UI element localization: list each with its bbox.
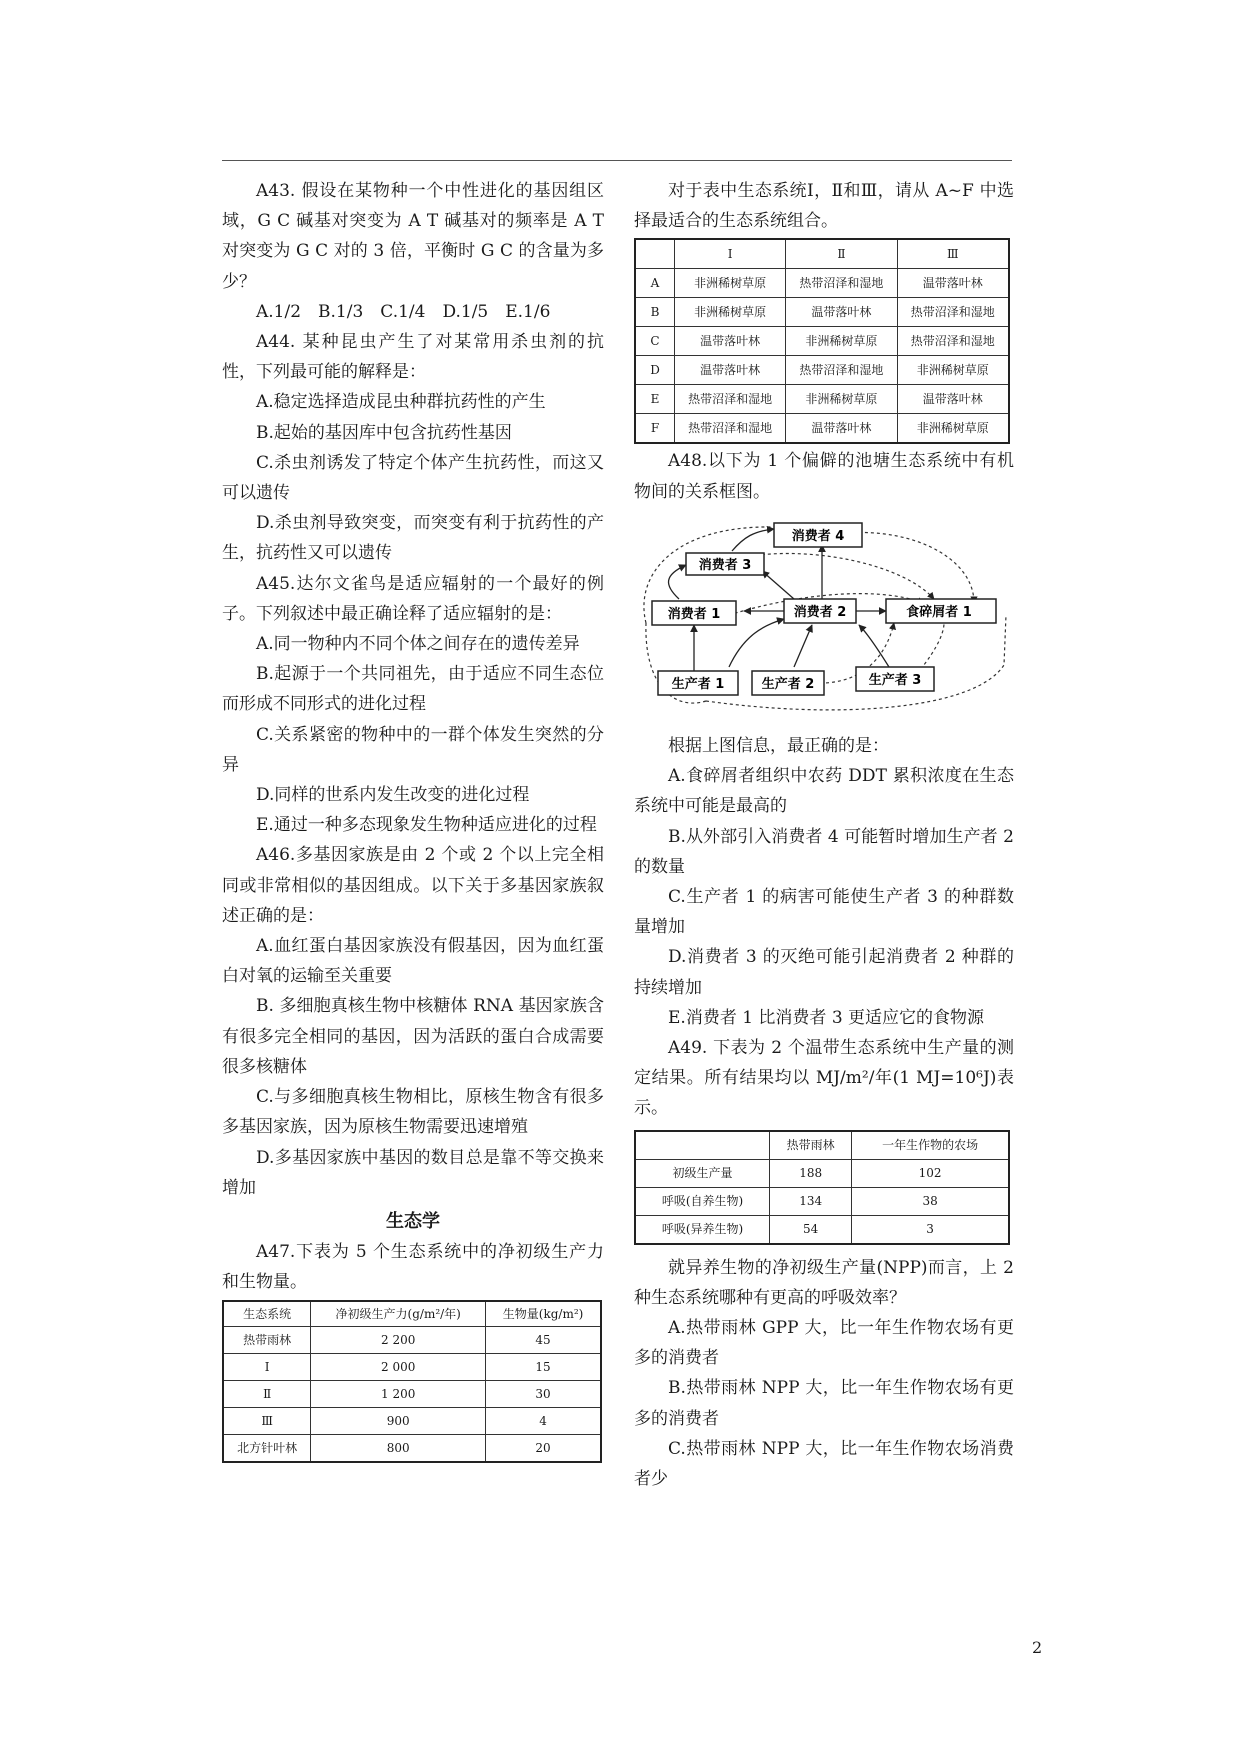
header-rule — [222, 160, 1012, 161]
table-row — [223, 1353, 601, 1380]
table-cell: 3 — [852, 1215, 1009, 1244]
q49-table — [634, 1130, 1010, 1245]
table-row — [223, 1434, 601, 1462]
node-consumer-3 — [686, 553, 764, 575]
q44-text: A44. 某种昆虫产生了对某常用杀虫剂的抗性，下列最可能的解释是： — [222, 332, 604, 383]
q46-option-d: D.多基因家族中基因的数目总是靠不等交换来增加 — [222, 1147, 604, 1198]
table-cell: 非洲稀树草原 — [786, 385, 897, 414]
q47-choice-table — [634, 238, 1010, 444]
table-cell: 54 — [770, 1215, 852, 1244]
table-cell: 呼吸(异养生物) — [635, 1215, 770, 1244]
node-consumer-1 — [652, 601, 736, 625]
svg-text:消费者 3: 消费者 3 — [698, 557, 752, 573]
table-cell: 热带沼泽和湿地 — [786, 356, 897, 385]
table-row — [635, 356, 1009, 385]
arrow-link — [732, 529, 774, 551]
svg-text:生产者 2: 生产者 2 — [761, 676, 815, 692]
table-cell: 非洲稀树草原 — [897, 414, 1009, 444]
q45-text: A45.达尔文雀鸟是适应辐射的一个最好的例子。下列叙述中最正确诠释了适应辐射的是： — [222, 573, 604, 624]
table-cell: 102 — [852, 1159, 1009, 1187]
food-web-diagram — [634, 515, 1014, 715]
table-cell: 2 000 — [311, 1353, 486, 1380]
q45-option-c: C.关系紧密的物种中的一群个体发生突然的分异 — [222, 724, 604, 775]
q43-text: A43. 假设在某物种一个中性进化的基因组区域，G C 碱基对突变为 A T 碱基对的频率是 A T 对突变为 G C 对的 3 倍，平衡时 G C 的含量为多少？ — [222, 181, 604, 292]
q48-option-b: B.从外部引入消费者 4 可能暂时增加生产者 2 的数量 — [634, 826, 1014, 877]
table-cell: 非洲稀树草原 — [675, 298, 786, 327]
q44-option-a: A.稳定选择造成昆虫种群抗药性的产生 — [256, 392, 546, 413]
svg-text:消费者 4: 消费者 4 — [791, 528, 845, 544]
table-cell: 温带落叶林 — [786, 414, 897, 444]
node-producer-2 — [752, 671, 824, 695]
dashed-link — [744, 553, 934, 599]
table-row — [635, 414, 1009, 444]
arrow-link — [729, 619, 784, 667]
table-row — [223, 1407, 601, 1434]
table-row — [635, 1159, 1009, 1187]
table-cell: 134 — [770, 1187, 852, 1215]
table-cell: E — [635, 385, 675, 414]
q47-continue: 对于表中生态系统Ⅰ，Ⅱ和Ⅲ，请从 A~F 中选择最适合的生态系统组合。 — [634, 181, 1014, 232]
q46-text: A46.多基因家族是由 2 个或 2 个以上完全相同或非常相似的基因组成。以下关于多基因家族叙述正确的是： — [222, 845, 604, 926]
table-row — [223, 1326, 601, 1353]
table-cell: 188 — [770, 1159, 852, 1187]
q44-option-d: D.杀虫剂导致突变，而突变有利于抗药性的产生，抗药性又可以遗传 — [222, 513, 604, 564]
table-cell: 初级生产量 — [635, 1159, 770, 1187]
table-row — [635, 385, 1009, 414]
table-cell: 热带沼泽和湿地 — [675, 414, 786, 444]
q45-option-a: A.同一物种内不同个体之间存在的遗传差异 — [256, 634, 580, 655]
table-header-row — [635, 239, 1009, 269]
q44-option-c: C.杀虫剂诱发了特定个体产生抗药性，而这又可以遗传 — [222, 452, 604, 504]
table-cell: A — [635, 269, 675, 298]
table-cell: 30 — [486, 1380, 601, 1407]
table-header: Ⅱ — [786, 239, 897, 269]
q48-option-a: A.食碎屑者组织中农药 DDT 累积浓度在生态系统中可能是最高的 — [634, 766, 1014, 817]
table-cell: Ⅰ — [223, 1353, 311, 1380]
arrow-link — [859, 625, 889, 667]
table-cell: 1 200 — [311, 1380, 486, 1407]
table-header: 净初级生产力(g/m²/年) — [311, 1301, 486, 1327]
table-cell: 温带落叶林 — [897, 385, 1009, 414]
table-header: 生态系统 — [223, 1301, 311, 1327]
q48-option-d: D.消费者 3 的灭绝可能引起消费者 2 种群的持续增加 — [634, 947, 1014, 998]
arrow-link — [794, 625, 812, 667]
table-header — [635, 1131, 770, 1160]
table-cell: 900 — [311, 1407, 486, 1434]
table-header: 热带雨林 — [770, 1131, 852, 1160]
table-cell: D — [635, 356, 675, 385]
svg-text:生产者 1: 生产者 1 — [671, 676, 725, 692]
q49-option-a: A.热带雨林 GPP 大，比一年生作物农场有更多的消费者 — [634, 1318, 1014, 1369]
table-cell: 非洲稀树草原 — [897, 356, 1009, 385]
node-detritivore-1 — [886, 599, 996, 623]
table-cell: 温带落叶林 — [675, 327, 786, 356]
table-header-row — [223, 1301, 601, 1327]
table-header: 一年生作物的农场 — [852, 1131, 1009, 1160]
table-cell: C — [635, 327, 675, 356]
table-cell: 非洲稀树草原 — [786, 327, 897, 356]
table-cell: 15 — [486, 1353, 601, 1380]
table-cell: 800 — [311, 1434, 486, 1462]
table-cell: B — [635, 298, 675, 327]
section-title: 生态学 — [386, 1210, 440, 1232]
left-column — [222, 176, 604, 1463]
table-cell: 4 — [486, 1407, 601, 1434]
q48-option-c: C.生产者 1 的病害可能使生产者 3 的种群数量增加 — [634, 887, 1014, 938]
table-cell: 热带沼泽和湿地 — [897, 298, 1009, 327]
q49-question: 就异养生物的净初级生产量(NPP)而言，上 2 种生态系统哪种有更高的呼吸效率？ — [634, 1257, 1014, 1308]
table-cell: 45 — [486, 1326, 601, 1353]
svg-text:消费者 1: 消费者 1 — [667, 606, 721, 622]
arrow-link — [669, 565, 686, 599]
node-producer-3 — [856, 667, 934, 691]
table-row — [635, 1187, 1009, 1215]
q48-text: A48.以下为 1 个偏僻的池塘生态系统中有机物间的关系框图。 — [634, 451, 1014, 502]
q43-options: A.1/2 B.1/3 C.1/4 D.1/5 E.1/6 — [256, 301, 551, 322]
table-cell: 热带沼泽和湿地 — [675, 385, 786, 414]
q49-option-b: B.热带雨林 NPP 大，比一年生作物农场有更多的消费者 — [634, 1378, 1014, 1429]
q48-option-e: E.消费者 1 比消费者 3 更适应它的食物源 — [668, 1007, 985, 1028]
table-header — [635, 239, 675, 269]
table-header: Ⅲ — [897, 239, 1009, 269]
q45-option-d: D.同样的世系内发生改变的进化过程 — [256, 785, 530, 806]
table-cell: 2 200 — [311, 1326, 486, 1353]
table-row — [635, 327, 1009, 356]
table-cell: 38 — [852, 1187, 1009, 1215]
table-cell: 温带落叶林 — [675, 356, 786, 385]
table-row — [635, 269, 1009, 298]
table-row — [223, 1380, 601, 1407]
q46-option-c: C.与多细胞真核生物相比，原核生物含有很多多基因家族，因为原核生物需要迅速增殖 — [222, 1087, 604, 1138]
table-cell: 非洲稀树草原 — [675, 269, 786, 298]
q45-option-e: E.通过一种多态现象发生物种适应进化的过程 — [256, 815, 597, 836]
q49-text: A49. 下表为 2 个温带生态系统中生产量的测定结果。所有结果均以 MJ/m²/年(1 MJ=10⁶J)表示。 — [634, 1038, 1014, 1119]
q45-option-b: B.起源于一个共同祖先，由于适应不同生态位而形成不同形式的进化过程 — [222, 664, 604, 715]
table-cell: 20 — [486, 1434, 601, 1462]
svg-text:食碎屑者 1: 食碎屑者 1 — [906, 604, 972, 620]
page-number: 2 — [1032, 1638, 1043, 1657]
table-cell: 温带落叶林 — [897, 269, 1009, 298]
table-row — [635, 1215, 1009, 1244]
node-producer-1 — [658, 671, 738, 695]
right-column — [634, 176, 1014, 1494]
table-cell: 呼吸(自养生物) — [635, 1187, 770, 1215]
table-cell: 热带沼泽和湿地 — [786, 269, 897, 298]
arrow-link — [762, 571, 794, 599]
q47-table — [222, 1300, 602, 1463]
q47-text: A47.下表为 5 个生态系统中的净初级生产力和生物量。 — [222, 1242, 604, 1293]
table-row — [635, 298, 1009, 327]
q46-option-a: A.血红蛋白基因家族没有假基因，因为血红蛋白对氧的运输至关重要 — [222, 936, 604, 987]
table-cell: 温带落叶林 — [786, 298, 897, 327]
node-consumer-4 — [774, 523, 862, 547]
q49-option-c: C.热带雨林 NPP 大，比一年生作物农场消费者少 — [634, 1438, 1014, 1490]
table-header: Ⅰ — [675, 239, 786, 269]
q48-question: 根据上图信息，最正确的是： — [668, 736, 889, 757]
table-cell: 北方针叶林 — [223, 1434, 311, 1462]
q44-option-b: B.起始的基因库中包含抗药性基因 — [256, 422, 512, 443]
table-header: 生物量(kg/m²) — [486, 1301, 601, 1327]
table-cell: 热带沼泽和湿地 — [897, 327, 1009, 356]
svg-text:消费者 2: 消费者 2 — [793, 604, 847, 620]
table-cell: 热带雨林 — [223, 1326, 311, 1353]
q46-option-b: B. 多细胞真核生物中核糖体 RNA 基因家族含有很多完全相同的基因，因为活跃的蛋白合成需要很多核糖体 — [222, 996, 604, 1077]
table-cell: Ⅱ — [223, 1380, 311, 1407]
table-cell: F — [635, 414, 675, 444]
svg-text:生产者 3: 生产者 3 — [868, 672, 922, 688]
dashed-link — [706, 615, 1006, 710]
table-cell: Ⅲ — [223, 1407, 311, 1434]
node-consumer-2 — [784, 599, 856, 623]
table-header-row — [635, 1131, 1009, 1160]
